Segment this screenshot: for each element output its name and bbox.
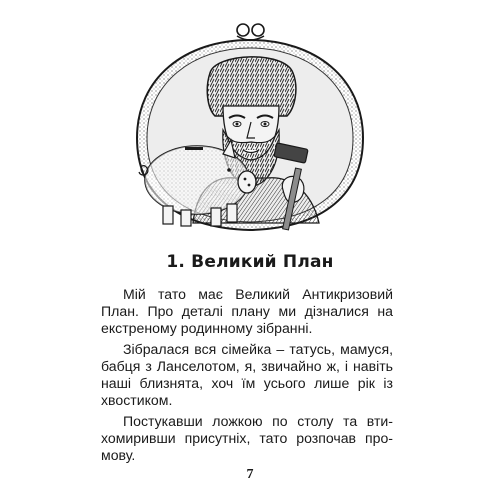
text-line: Зібралася вся сімейка – татусь, мамуся, (123, 341, 393, 357)
text-line: бабця з Ланселотом, я, звичайно ж, і навіть (101, 358, 393, 374)
chapter-title: 1. Великий План (166, 252, 334, 272)
text-line: екстреному родинному зібранні. (101, 320, 313, 336)
chapter-illustration (115, 18, 385, 243)
text-line: Мій тато має Великий Антикризовий (123, 286, 393, 302)
text-line: План. Про деталі плану ми дізналися на (101, 303, 393, 319)
paragraph-2 (101, 341, 393, 409)
text-line: наші близнята, хоч їм усього лише рік із (101, 375, 393, 391)
text-line: хомиривши присутніх, тато розпочав про- (101, 430, 393, 446)
text-line: хвостиком. (101, 392, 173, 408)
page-number: 7 (246, 467, 254, 482)
text-line: мову. (101, 447, 136, 463)
text-line: Постукавши ложкою по столу та вти- (123, 413, 393, 429)
purse-portrait-illustration-icon (115, 18, 385, 243)
paragraph-3 (101, 413, 393, 464)
purse-clasp (237, 24, 264, 40)
paragraph-1 (101, 286, 393, 337)
chapter-body (101, 286, 393, 468)
